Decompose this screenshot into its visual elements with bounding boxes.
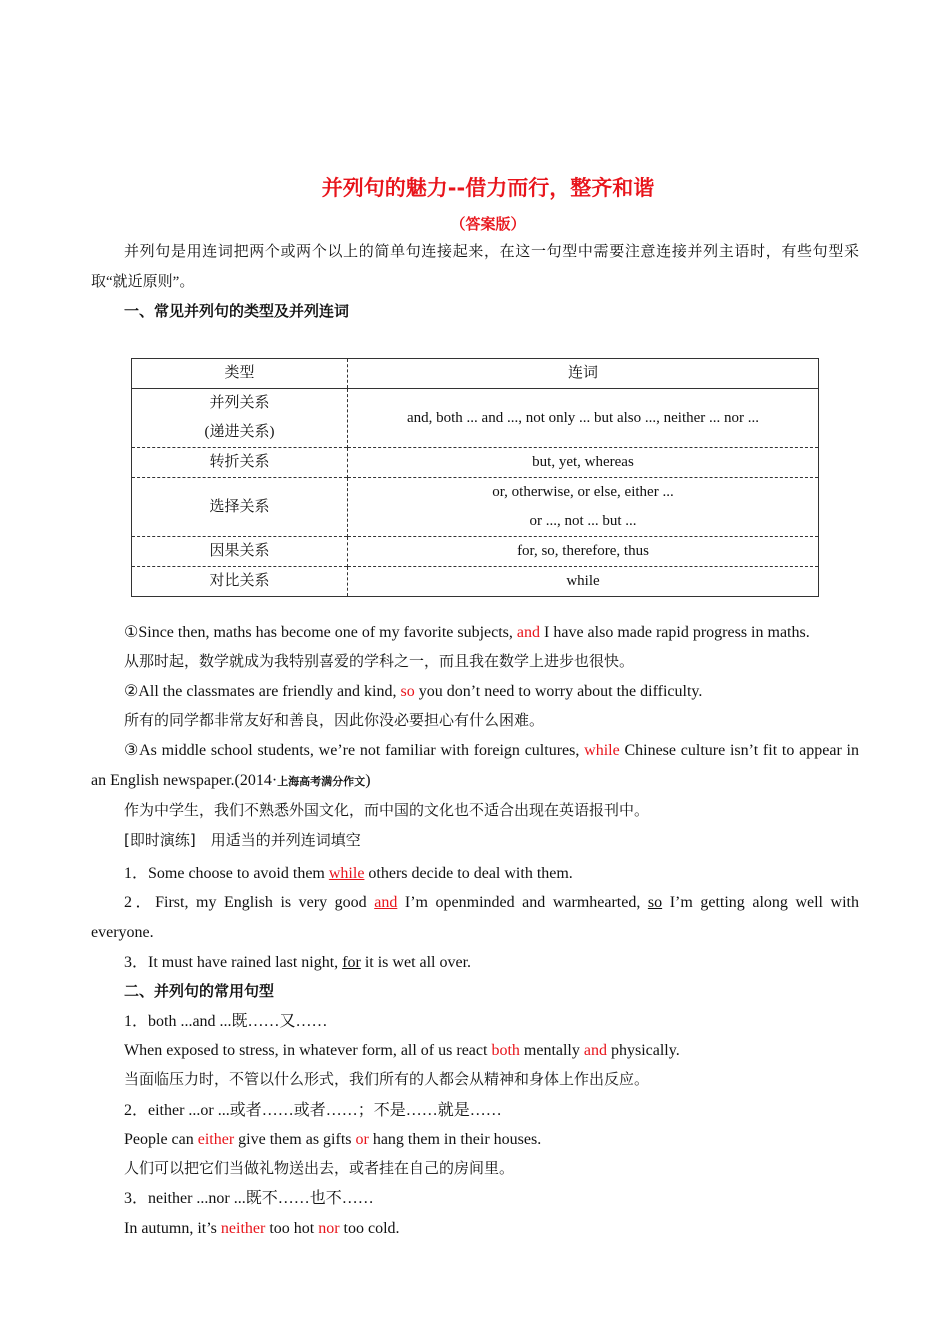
- practice-heading: [即时演练] 用适当的并列连词填空: [124, 831, 361, 850]
- type-cell: 选择关系: [132, 478, 348, 537]
- practice-q3: 3．It must have rained last night, for it is wet all over.: [124, 953, 472, 971]
- table-header-type: 类型: [132, 359, 348, 389]
- type-cell-2: (递进关系): [204, 424, 275, 440]
- conj-cell: or, otherwise, or else, either ...: [492, 484, 674, 500]
- section-heading-2: 二、并列句的常用句型: [124, 982, 275, 1001]
- pattern-3-example: In autumn, it’s neither too hot nor too cold.: [124, 1219, 400, 1237]
- pattern-1-example: When exposed to stress, in whatever form, all of us react both mentally and physically.: [124, 1042, 680, 1060]
- conj-cell: while: [566, 573, 600, 589]
- pattern-2-example: People can either give them as gifts or hang them in their houses.: [124, 1131, 542, 1149]
- table-row: [132, 567, 819, 597]
- intro-paragraph: 并列句是用连词把两个或两个以上的简单句连接起来，在这一句型中需要注意连接并列主语时，有些句型采取“就近原则”。: [91, 244, 859, 290]
- section-heading-1: 一、常见并列句的类型及并列连词: [124, 302, 350, 321]
- table-row: [132, 448, 819, 478]
- practice-q1: 1．Some choose to avoid them while others decide to deal with them.: [124, 864, 573, 882]
- document-subtitle: （答案版）: [450, 215, 526, 233]
- pattern-3-heading: 3．neither ...nor ...既不……也不……: [124, 1190, 374, 1208]
- pattern-1-heading: 1．both ...and ...既……又……: [124, 1012, 328, 1030]
- table-row: [132, 478, 819, 537]
- example-3: ③As middle school students, we’re not familiar with foreign cultures, while Chinese culture isn’t fit to appear in an English newspaper.(2014·上海高考满分作文): [91, 742, 859, 789]
- practice-q2: 2．First, my English is very good and I’m openminded and warmhearted, so I’m getting along well with everyone.: [91, 894, 859, 941]
- intro-block: [91, 238, 859, 327]
- document-title: 并列句的魅力--借力而行，整齐和谐: [321, 176, 655, 200]
- example-3-translation: 作为中学生，我们不熟悉外国文化，而中国的文化也不适合出现在英语报刊中。: [124, 802, 650, 819]
- content-block: [91, 618, 859, 1243]
- example-1-translation: 从那时起，数学就成为我特别喜爱的学科之一，而且我在数学上进步也很快。: [124, 653, 635, 670]
- conj-cell-2: or ..., not ... but ...: [529, 513, 637, 529]
- pattern-2-translation: 人们可以把它们当做礼物送出去，或者挂在自己的房间里。: [124, 1160, 515, 1177]
- type-cell: 对比关系: [132, 567, 348, 597]
- table-row: [132, 537, 819, 567]
- conj-cell: and, both ... and ..., not only ... but also ..., neither ... nor ...: [406, 409, 760, 426]
- conjunction-table: [131, 358, 819, 597]
- example-1: ①Since then, maths has become one of my favorite subjects, and I have also made rapid progress in maths.: [124, 624, 810, 641]
- table-header-conj: 连词: [567, 365, 598, 381]
- conj-cell: for, so, therefore, thus: [517, 543, 649, 559]
- example-2: ②All the classmates are friendly and kind, so you don’t need to worry about the difficulty.: [124, 683, 703, 701]
- type-cell: 因果关系: [132, 537, 348, 567]
- type-cell: 转折关系: [132, 448, 348, 478]
- pattern-2-heading: 2．either ...or ...或者……或者……；不是……就是……: [124, 1101, 502, 1119]
- conj-cell: but, yet, whereas: [532, 454, 634, 470]
- table-row: [132, 389, 819, 448]
- example-2-translation: 所有的同学都非常友好和善良，因此你没必要担心有什么困难。: [124, 712, 545, 729]
- type-cell: 并列关系: [209, 395, 270, 411]
- pattern-1-translation: 当面临压力时，不管以什么形式，我们所有的人都会从精神和身体上作出反应。: [124, 1071, 650, 1088]
